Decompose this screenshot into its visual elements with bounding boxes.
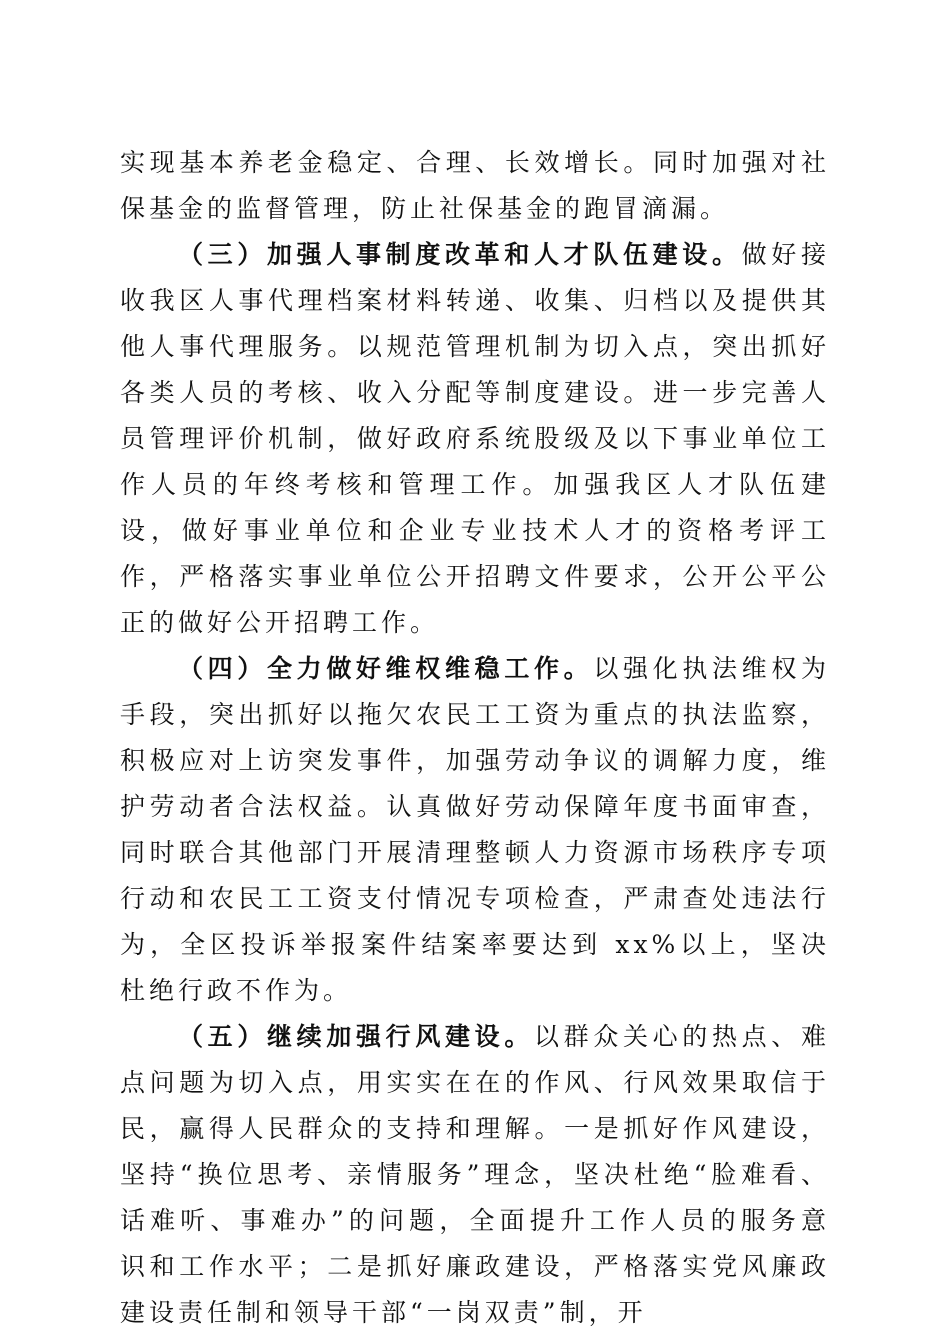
paragraph-text: 实现基本养老金稳定、合理、长效增长。同时加强对社保基金的监督管理，防止社保基金的跑冒滴漏。	[120, 148, 830, 223]
paragraph-text: 做好接收我区人事代理档案材料转递、收集、归档以及提供其他人事代理服务。以规范管理机制为切入点，突出抓好各类人员的考核、收入分配等制度建设。进一步完善人员管理评价机制，做好政府系统股级及以下事业单位工作人员的年终考核和管理工作。加强我区人才队伍建设，做好事业单位和企业专业技术人才的资格考评工作，严格落实事业单位公开招聘文件要求，公开公平公正的做好公开招聘工作。	[120, 240, 830, 637]
paragraph-text: 以群众关心的热点、难点问题为切入点，用实实在在的作风、行风效果取信于民，赢得人民群众的支持和理解。一是抓好作风建设，坚持“换位思考、亲情服务”理念，坚决杜绝“脸难看、话难听、事难办”的问题，全面提升工作人员的服务意识和工作水平；二是抓好廉政建设，严格落实党风廉政建设责任制和领导干部“一岗双责”制，开	[120, 1022, 830, 1327]
section-heading: （三）加强人事制度改革和人才队伍建设。	[178, 240, 742, 269]
paragraph-text: 以强化执法维权为手段，突出抓好以拖欠农民工工资为重点的执法监察，积极应对上访突发事件，加强劳动争议的调解力度，维护劳动者合法权益。认真做好劳动保障年度书面审查，同时联合其他部门开展清理整顿人力资源市场秩序专项行动和农民工工资支付情况专项检查，严肃查处违法行为，全区投诉举报案件结案率要达到 xx%以上，坚决杜绝行政不作为。	[120, 654, 830, 1005]
section-heading: （五）继续加强行风建设。	[178, 1022, 534, 1051]
paragraph-section-3	[120, 232, 830, 646]
paragraph-continuation	[120, 140, 830, 232]
paragraph-section-5	[120, 1014, 830, 1336]
document-body	[120, 140, 830, 1336]
section-heading: （四）全力做好维权维稳工作。	[178, 654, 594, 683]
paragraph-section-4	[120, 646, 830, 1014]
